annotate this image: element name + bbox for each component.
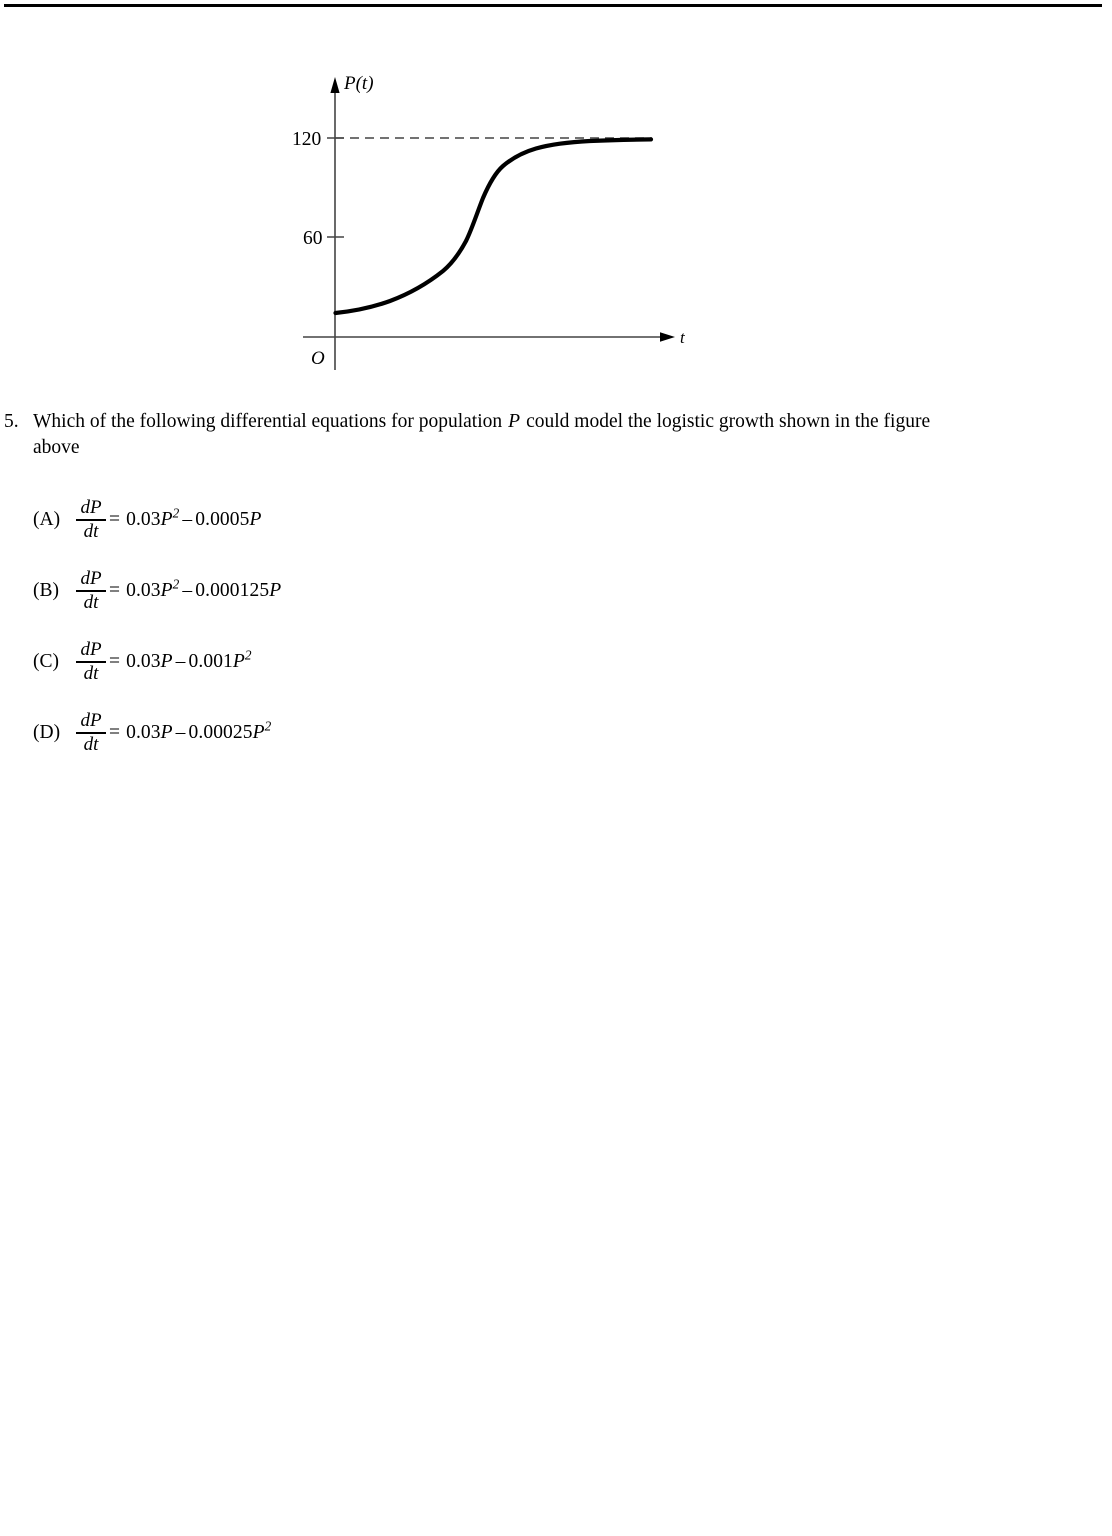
choice-d-denominator: dt — [83, 733, 99, 755]
choice-a-term2-coefficient: 0.0005 — [195, 509, 250, 530]
choice-c-operator: – — [175, 651, 186, 672]
choice-b-term1-exponent: 2 — [172, 576, 180, 592]
choice-a-right-hand-side — [109, 505, 262, 531]
choice-c-denominator: dt — [83, 662, 99, 684]
choice-a-equals-sign: = — [109, 509, 121, 530]
choice-a-term2-variable: P — [249, 509, 262, 530]
choice-a-term1-coefficient: 0.03 — [126, 509, 161, 530]
choice-b-label: (B) — [33, 580, 59, 601]
choice-c-derivative-fraction — [76, 640, 106, 683]
choice-a-term1-variable: P — [160, 509, 173, 530]
y-axis-label: P(t) — [344, 73, 374, 94]
choice-d-equation — [76, 703, 271, 763]
choice-a-numerator: dP — [80, 497, 102, 519]
choice-b-right-hand-side — [109, 576, 282, 602]
x-axis-arrowhead — [660, 332, 675, 342]
choice-d-term2-coefficient: 0.00025 — [188, 722, 253, 743]
origin-label: O — [311, 348, 325, 369]
choice-d-term1-variable: P — [160, 722, 173, 743]
answer-choice-b[interactable] — [33, 561, 733, 632]
question-number: 5. — [4, 411, 19, 432]
choice-c-term2-coefficient: 0.001 — [188, 651, 233, 672]
choice-a-term1-exponent: 2 — [172, 505, 180, 521]
choice-a-operator: – — [182, 509, 193, 530]
question-block — [4, 409, 954, 460]
question-text-after-variable: could model the logistic growth shown in the figure above — [33, 411, 931, 458]
choice-b-denominator: dt — [83, 591, 99, 613]
choice-c-equation — [76, 632, 252, 692]
choice-b-derivative-fraction — [76, 569, 106, 612]
choice-b-numerator: dP — [80, 568, 102, 590]
question-text-before-variable: Which of the following differential equations for population — [33, 411, 503, 432]
choice-d-right-hand-side — [109, 718, 272, 744]
choice-b-equals-sign: = — [109, 580, 121, 601]
logistic-curve — [336, 139, 652, 313]
choice-c-term1-coefficient: 0.03 — [126, 651, 161, 672]
choice-b-operator: – — [182, 580, 193, 601]
choice-b-term1-variable: P — [160, 580, 173, 601]
choice-c-term2-exponent: 2 — [244, 647, 252, 663]
choice-c-term2-variable: P — [232, 651, 245, 672]
answer-choice-d[interactable] — [33, 703, 733, 774]
choice-c-equals-sign: = — [109, 651, 121, 672]
choice-a-derivative-fraction — [76, 498, 106, 541]
choice-d-label: (D) — [33, 722, 61, 743]
choice-b-equation — [76, 561, 281, 621]
choice-d-term2-variable: P — [252, 722, 265, 743]
logistic-growth-chart — [0, 0, 760, 400]
answer-choices-list — [33, 490, 733, 774]
choice-b-term2-coefficient: 0.000125 — [195, 580, 270, 601]
y-tick-label-120: 120 — [292, 129, 322, 150]
choice-b-term2-variable: P — [269, 580, 282, 601]
choice-a-label: (A) — [33, 509, 61, 530]
question-text — [33, 409, 954, 460]
y-axis-arrowhead — [330, 77, 339, 93]
choice-d-term1-coefficient: 0.03 — [126, 722, 161, 743]
answer-choice-c[interactable] — [33, 632, 733, 703]
choice-c-numerator: dP — [80, 639, 102, 661]
choice-d-numerator: dP — [80, 710, 102, 732]
y-tick-label-60: 60 — [303, 228, 323, 249]
question-variable-p: P — [508, 411, 521, 432]
choice-a-denominator: dt — [83, 520, 99, 542]
choice-a-equation — [76, 490, 262, 550]
choice-c-label: (C) — [33, 651, 59, 672]
x-axis-label: t — [680, 328, 685, 347]
choice-d-derivative-fraction — [76, 711, 106, 754]
logistic-growth-figure — [0, 0, 760, 400]
choice-d-term2-exponent: 2 — [264, 718, 272, 734]
choice-b-term1-coefficient: 0.03 — [126, 580, 161, 601]
answer-choice-a[interactable] — [33, 490, 733, 561]
choice-c-right-hand-side — [109, 647, 252, 673]
choice-c-term1-variable: P — [160, 651, 173, 672]
choice-d-equals-sign: = — [109, 722, 121, 743]
choice-d-operator: – — [175, 722, 186, 743]
